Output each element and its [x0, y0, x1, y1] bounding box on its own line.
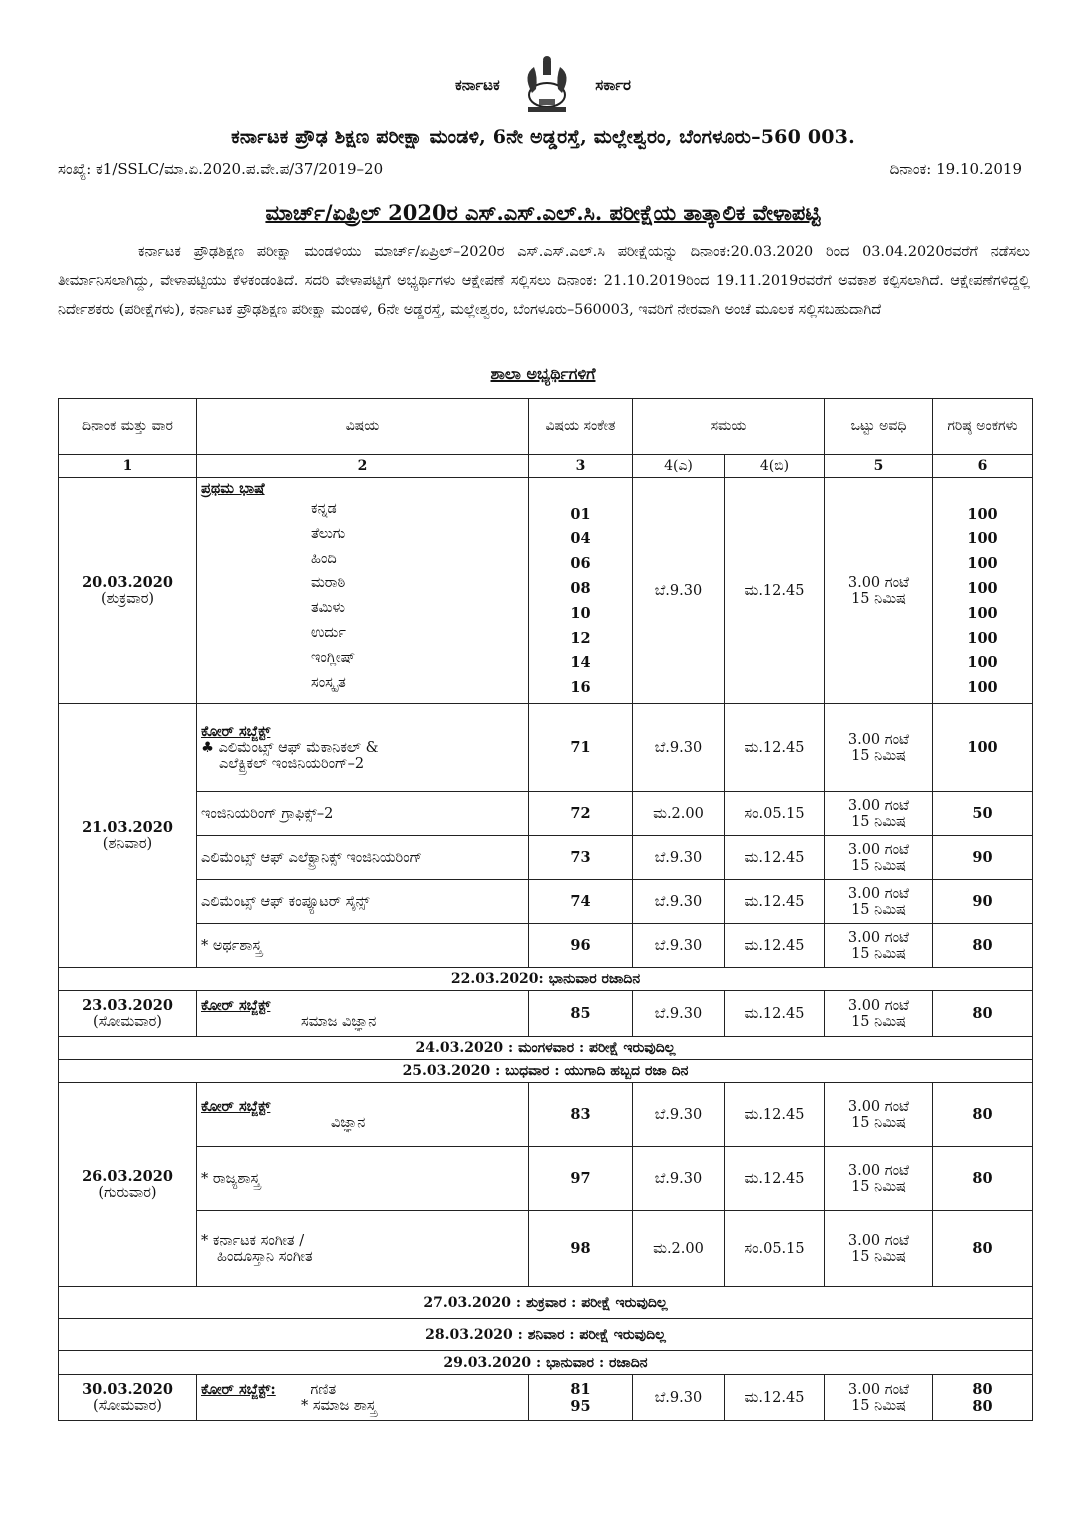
table-row: [59, 1211, 1033, 1287]
duration-minutes: 15 ನಿಮಿಷ: [851, 857, 906, 874]
marks-value: 80: [933, 1083, 1033, 1147]
code-cell: [529, 478, 633, 704]
table-row: [59, 836, 1033, 880]
duration-minutes: 15 ನಿಮಿಷ: [851, 1397, 906, 1414]
duration-minutes: 15 ನಿಮಿಷ: [851, 1114, 906, 1131]
duration-cell: [825, 704, 933, 792]
subject-group-label: ಕೋರ್ ಸಬ್ಜೆಕ್ಟ್:: [201, 1381, 276, 1398]
date-value: 20.03.2020: [82, 574, 173, 591]
table-row-day1: [59, 478, 1033, 704]
index-cell: 2: [197, 455, 529, 478]
marks-value: 100: [933, 704, 1033, 792]
holiday-note-row: [59, 968, 1033, 991]
end-time-cell: ಮ.12.45: [725, 1147, 825, 1211]
code-cell: [529, 1375, 633, 1421]
marks-value: 100: [967, 679, 998, 697]
code-value: 08: [570, 580, 591, 598]
start-time-cell: ಬೆ.9.30: [633, 991, 725, 1037]
code-value: 16: [570, 679, 591, 697]
code-value: 14: [570, 654, 591, 672]
end-time-cell: ಮ.12.45: [725, 991, 825, 1037]
subject-line: ಹಿಂದೂಸ್ತಾನಿ ಸಂಗೀತ: [217, 1248, 313, 1265]
marks-value: 100: [967, 580, 998, 598]
duration-minutes: 15 ನಿಮಿಷ: [851, 945, 906, 962]
marks-value: 90: [933, 836, 1033, 880]
col-subject-header: ವಿಷಯ: [197, 399, 529, 455]
subject-cell: [197, 478, 529, 704]
emblem-right-text: ಸರ್ಕಾರ: [595, 76, 631, 94]
date-cell: [59, 704, 197, 968]
date-cell: [59, 478, 197, 704]
duration-cell: [825, 1083, 933, 1147]
marks-value: 100: [967, 629, 998, 647]
subject-cell: [197, 991, 529, 1037]
date-cell: [59, 1083, 197, 1287]
list-item: ಹಿಂದಿ: [311, 550, 337, 567]
start-time-cell: ಬೆ.9.30: [633, 880, 725, 924]
table-row: [59, 1083, 1033, 1147]
end-time-cell: ಮ.12.45: [725, 880, 825, 924]
subject-cell: * ರಾಜ್ಯಶಾಸ್ತ್ರ: [197, 1147, 529, 1211]
issue-date: ದಿನಾಂಕ: 19.10.2019: [889, 160, 1022, 178]
code-value: 72: [529, 792, 633, 836]
weekday-value: (ಸೋಮವಾರ): [93, 1014, 162, 1030]
list-item: ಉರ್ದು: [311, 624, 346, 641]
marks-value: 80: [933, 1147, 1033, 1211]
table-row: [59, 924, 1033, 968]
code-value: 97: [529, 1147, 633, 1211]
holiday-note-row: [59, 1287, 1033, 1319]
exam-timetable: [58, 398, 1033, 1421]
date-cell: [59, 991, 197, 1037]
table-row-day5: [59, 1375, 1033, 1421]
section-subheading: [0, 364, 1086, 384]
holiday-note: 27.03.2020 : ಶುಕ್ರವಾರ : ಪರೀಕ್ಷೆ ಇರುವುದಿಲ್ಲ: [59, 1287, 1033, 1319]
start-time-cell: ಬೆ.9.30: [633, 836, 725, 880]
start-time-cell: ಮ.2.00: [633, 1211, 725, 1287]
code-value: 96: [529, 924, 633, 968]
subject-line: ♣ ಎಲಿಮೆಂಟ್ಸ್ ಆಫ್ ಮೆಕಾನಿಕಲ್ &: [201, 740, 379, 756]
table-row: [59, 880, 1033, 924]
table-row-day3: [59, 991, 1033, 1037]
code-value: 01: [570, 505, 591, 523]
marks-value: 90: [933, 880, 1033, 924]
duration-minutes: 15 ನಿಮಿಷ: [851, 1178, 906, 1195]
start-time-cell: ಬೆ.9.30: [633, 1147, 725, 1211]
start-time-cell: ಬೆ.9.30: [633, 704, 725, 792]
marks-cell: [933, 1375, 1033, 1421]
index-cell: 5: [825, 455, 933, 478]
col-duration-header: ಒಟ್ಟು ಅವಧಿ: [825, 399, 933, 455]
board-name: ಕರ್ನಾಟಕ ಪ್ರೌಢ ಶಿಕ್ಷಣ ಪರೀಕ್ಷಾ ಮಂಡಳಿ, 6ನೇ ಅಡ್ಡರಸ್ತೆ, ಮಲ್ಲೇಶ್ವರಂ, ಬೆಂಗಳೂರು–560 003.: [231, 126, 855, 148]
end-time-cell: ಸಂ.05.15: [725, 1211, 825, 1287]
end-time-cell: ಮ.12.45: [725, 1083, 825, 1147]
code-value: 98: [529, 1211, 633, 1287]
duration-hours: 3.00 ಗಂಟೆ: [847, 929, 910, 946]
list-item: ಸಂಸ್ಕೃತ: [311, 674, 346, 691]
duration-hours: 3.00 ಗಂಟೆ: [847, 841, 910, 858]
duration-hours: 3.00 ಗಂಟೆ: [847, 885, 910, 902]
marks-value: 100: [967, 505, 998, 523]
start-time-cell: ಬೆ.9.30: [633, 1083, 725, 1147]
subject-cell: ಇಂಜಿನಿಯರಿಂಗ್ ಗ್ರಾಫಿಕ್ಸ್–2: [197, 792, 529, 836]
reference-number: ಸಂಖ್ಯೆ: ಕ1/SSLC/ಮಾ.ಏ.2020.ಪ.ವೇ.ಪ/37/2019–20: [58, 160, 384, 178]
end-time-cell: ಮ.12.45: [725, 1375, 825, 1421]
code-value: 73: [529, 836, 633, 880]
duration-cell: [825, 991, 933, 1037]
document-title: [0, 200, 1086, 226]
marks-value: 100: [967, 604, 998, 622]
date-value: 30.03.2020: [82, 1381, 173, 1398]
list-item: ಮರಾಠಿ: [311, 575, 346, 592]
marks-value: 80: [933, 991, 1033, 1037]
duration-hours: 3.00 ಗಂಟೆ: [847, 797, 910, 814]
subject-line: ಎಲೆಕ್ಟ್ರಿಕಲ್ ಇಂಜಿನಿಯರಿಂಗ್–2: [219, 756, 365, 772]
duration-hours: 3.00 ಗಂಟೆ: [847, 1381, 910, 1398]
duration-cell: [825, 1211, 933, 1287]
code-list: [533, 503, 628, 701]
duration-hours: 3.00 ಗಂಟೆ: [847, 997, 910, 1014]
col-marks-header: ಗರಿಷ್ಠ ಅಂಕಗಳು: [933, 399, 1033, 455]
start-time-cell: ಮ.2.00: [633, 792, 725, 836]
end-time-cell: ಸಂ.05.15: [725, 792, 825, 836]
holiday-note: 28.03.2020 : ಶನಿವಾರ : ಪರೀಕ್ಷೆ ಇರುವುದಿಲ್ಲ: [59, 1319, 1033, 1351]
index-cell: 4(ಎ): [633, 455, 725, 478]
subject-group-label: ಪ್ರಥಮ ಭಾಷೆ: [201, 480, 265, 497]
subject-line: ವಿಜ್ಞಾನ: [331, 1115, 366, 1131]
end-time-cell: ಮ.12.45: [725, 478, 825, 704]
table-header-row: [59, 399, 1033, 455]
start-time-cell: ಬೆ.9.30: [633, 1375, 725, 1421]
marks-value: 100: [967, 530, 998, 548]
emblem-left-text: ಕರ್ನಾಟಕ: [455, 76, 500, 94]
subject-line: * ಸಮಾಜ ಶಾಸ್ತ್ರ: [301, 1398, 377, 1414]
code-value: 95: [570, 1397, 591, 1415]
holiday-note-row: [59, 1351, 1033, 1375]
duration-cell: [825, 1147, 933, 1211]
holiday-note-row: [59, 1319, 1033, 1351]
document-title-text: ಮಾರ್ಚ್/ಏಪ್ರಿಲ್ 2020ರ ಎಸ್.ಎಸ್.ಎಲ್.ಸಿ. ಪರೀಕ್ಷೆಯ ತಾತ್ಕಾಲಿಕ ವೇಳಾಪಟ್ಟಿ: [265, 200, 821, 225]
holiday-note-row: [59, 1060, 1033, 1083]
date-cell: [59, 1375, 197, 1421]
duration-minutes: 15 ನಿಮಿಷ: [851, 590, 906, 607]
emblem-header: [0, 55, 1086, 115]
index-cell: 6: [933, 455, 1033, 478]
duration-minutes: 15 ನಿಮಿಷ: [851, 901, 906, 918]
duration-cell: [825, 792, 933, 836]
holiday-note: 22.03.2020: ಭಾನುವಾರ ರಜಾದಿನ: [59, 968, 1033, 991]
weekday-value: (ಸೋಮವಾರ): [93, 1398, 162, 1414]
weekday-value: (ಶನಿವಾರ): [102, 836, 153, 852]
end-time-cell: ಮ.12.45: [725, 924, 825, 968]
subject-line: ಸಮಾಜ ವಿಜ್ಞಾನ: [301, 1014, 377, 1030]
marks-value: 50: [933, 792, 1033, 836]
start-time-cell: ಬೆ.9.30: [633, 924, 725, 968]
marks-value: 80: [972, 1380, 993, 1398]
code-value: 81: [570, 1380, 591, 1398]
code-value: 71: [529, 704, 633, 792]
col-code-header: ವಿಷಯ ಸಂಕೇತ: [529, 399, 633, 455]
code-value: 06: [570, 555, 591, 573]
weekday-value: (ಶುಕ್ರವಾರ): [100, 591, 155, 607]
subject-cell: ಎಲಿಮೆಂಟ್ಸ್ ಆಫ್ ಕಂಪ್ಯೂಟರ್ ಸೈನ್ಸ್: [197, 880, 529, 924]
duration-minutes: 15 ನಿಮಿಷ: [851, 813, 906, 830]
code-value: 04: [570, 530, 591, 548]
duration-cell: [825, 1375, 933, 1421]
language-list: [201, 497, 524, 695]
duration-cell: [825, 836, 933, 880]
subject-cell: [197, 1375, 529, 1421]
subject-cell: [197, 704, 529, 792]
duration-minutes: 15 ನಿಮಿಷ: [851, 747, 906, 764]
index-cell: 4(ಬಿ): [725, 455, 825, 478]
column-index-row: [59, 455, 1033, 478]
marks-cell: [933, 478, 1033, 704]
duration-cell: [825, 924, 933, 968]
list-item: ತಮಿಳು: [311, 600, 346, 617]
duration-hours: 3.00 ಗಂಟೆ: [847, 731, 910, 748]
duration-cell: [825, 880, 933, 924]
subject-cell: [197, 1083, 529, 1147]
subject-cell: [197, 1211, 529, 1287]
duration-hours: 3.00 ಗಂಟೆ: [847, 1162, 910, 1179]
date-value: 26.03.2020: [82, 1168, 173, 1185]
end-time-cell: ಮ.12.45: [725, 836, 825, 880]
code-value: 10: [570, 604, 591, 622]
subject-cell: * ಅರ್ಥಶಾಸ್ತ್ರ: [197, 924, 529, 968]
marks-value: 80: [933, 924, 1033, 968]
end-time-cell: ಮ.12.45: [725, 704, 825, 792]
subject-group-label: ಕೋರ್ ಸಬ್ಜೆಕ್ಟ್: [201, 1098, 271, 1115]
marks-value: 80: [933, 1211, 1033, 1287]
subject-cell: ಎಲಿಮೆಂಟ್ಸ್ ಆಫ್ ಎಲೆಕ್ಟ್ರಾನಿಕ್ಸ್ ಇಂಜಿನಿಯರಿಂಗ್: [197, 836, 529, 880]
holiday-note: 25.03.2020 : ಬುಧವಾರ : ಯುಗಾದಿ ಹಬ್ಬದ ರಜಾ ದಿನ: [59, 1060, 1033, 1083]
subject-group-label: ಕೋರ್ ಸಬ್ಜೆಕ್ಟ್: [201, 997, 271, 1014]
holiday-note: 29.03.2020 : ಭಾನುವಾರ : ರಜಾದಿನ: [59, 1351, 1033, 1375]
intro-paragraph: ಕರ್ನಾಟಕ ಪ್ರೌಢಶಿಕ್ಷಣ ಪರೀಕ್ಷಾ ಮಂಡಳಿಯು ಮಾರ್ಚ್/ಏಪ್ರಿಲ್–2020ರ ಎಸ್.ಎಸ್.ಎಲ್.ಸಿ ಪರೀಕ್ಷೆಯನ್ನು ದಿನಾಂಕ:20.03.2020 ರಿಂದ 03.04.2020ರವರೆಗೆ ನಡೆಸಲು ತೀರ್ಮಾನಿಸಲಾಗಿದ್ದು, ವೇಳಾಪಟ್ಟಿಯು ಕೆಳಕಂಡಂತಿದೆ. ಸದರಿ ವೇಳಾಪಟ್ಟಿಗೆ ಅಭ್ಯರ್ಥಿಗಳು ಆಕ್ಷೇಪಣೆ ಸಲ್ಲಿಸಲು ದಿನಾಂಕ: 21.10.2019ರಿಂದ 19.11.2019ರವರೆಗೆ ಅವಕಾಶ ಕಲ್ಪಿಸಲಾಗಿದೆ. ಆಕ್ಷೇಪಣೆಗಳಿದ್ದಲ್ಲಿ ನಿರ್ದೇಶಕರು (ಪರೀಕ್ಷೆಗಳು), ಕರ್ನಾಟಕ ಪ್ರೌಢಶಿಕ್ಷಣ ಪರೀಕ್ಷಾ ಮಂಡಳಿ, 6ನೇ ಅಡ್ಡರಸ್ತೆ, ಮಲ್ಲೇಶ್ವರಂ, ಬೆಂಗಳೂರು–560003, ಇವರಿಗೆ ನೇರವಾಗಿ ಅಂಚೆ ಮೂಲಕ ಸಲ್ಲಿಸಬಹುದಾಗಿದೆ: [58, 244, 1030, 318]
duration-minutes: 15 ನಿಮಿಷ: [851, 1248, 906, 1265]
col-time-header: ಸಮಯ: [633, 399, 825, 455]
marks-value: 100: [967, 555, 998, 573]
holiday-note-row: [59, 1037, 1033, 1060]
table-row: [59, 704, 1033, 792]
start-time-cell: ಬೆ.9.30: [633, 478, 725, 704]
code-value: 12: [570, 629, 591, 647]
state-emblem-icon: [512, 55, 582, 115]
duration-hours: 3.00 ಗಂಟೆ: [847, 1098, 910, 1115]
code-value: 74: [529, 880, 633, 924]
date-value: 21.03.2020: [82, 819, 173, 836]
holiday-note: 24.03.2020 : ಮಂಗಳವಾರ : ಪರೀಕ್ಷೆ ಇರುವುದಿಲ್ಲ: [59, 1037, 1033, 1060]
index-cell: 3: [529, 455, 633, 478]
duration-hours: 3.00 ಗಂಟೆ: [847, 1232, 910, 1249]
subject-group-label: ಕೋರ್ ಸಬ್ಜೆಕ್ಟ್: [201, 723, 271, 740]
col-date-header: ದಿನಾಂಕ ಮತ್ತು ವಾರ: [59, 399, 197, 455]
weekday-value: (ಗುರುವಾರ): [98, 1185, 157, 1201]
code-value: 85: [529, 991, 633, 1037]
table-row: [59, 1147, 1033, 1211]
code-value: 83: [529, 1083, 633, 1147]
duration-cell: [825, 478, 933, 704]
marks-list: [937, 503, 1028, 701]
table-row: [59, 792, 1033, 836]
index-cell: 1: [59, 455, 197, 478]
section-subheading-text: ಶಾಲಾ ಅಭ್ಯರ್ಥಿಗಳಿಗೆ: [490, 364, 596, 383]
date-value: 23.03.2020: [82, 997, 173, 1014]
duration-hours: 3.00 ಗಂಟೆ: [847, 574, 910, 591]
subject-line: ಗಣಿತ: [310, 1382, 337, 1398]
list-item: ತೆಲುಗು: [311, 525, 346, 542]
list-item: ಇಂಗ್ಲೀಷ್: [311, 649, 356, 666]
subject-line: * ಕರ್ನಾಟಕ ಸಂಗೀತ /: [201, 1232, 305, 1249]
marks-value: 100: [967, 654, 998, 672]
marks-value: 80: [972, 1397, 993, 1415]
list-item: ಕನ್ನಡ: [311, 501, 337, 517]
duration-minutes: 15 ನಿಮಿಷ: [851, 1013, 906, 1030]
